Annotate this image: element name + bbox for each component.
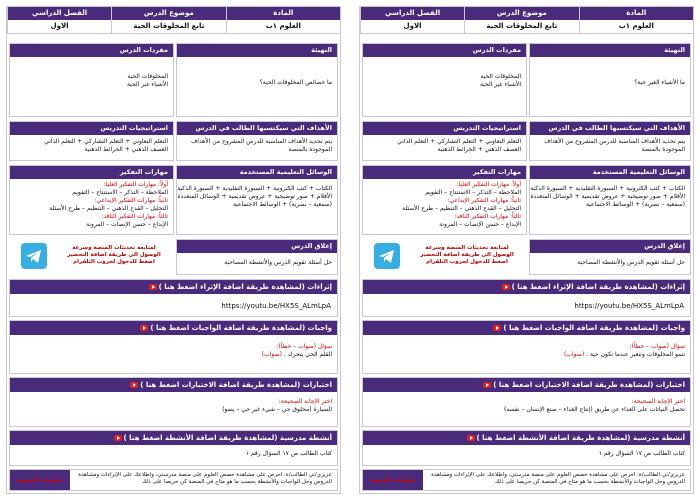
thinking-text: الملاحظة – التذكر – الاستنتاج – التقويم: [425, 189, 521, 196]
term-label: الفصل الدراسي: [360, 7, 464, 20]
hw-answer: (صواب): [564, 351, 585, 358]
enrichment-title[interactable]: إثراءات (لمشاهدة طريقة اضافة الإثراء اضغط هنا ): [10, 280, 337, 294]
test-question: تحصل النباتات على الغذاء عن طريق (إنتاج الغذاء – صنع الإنسان – نفسه): [503, 406, 685, 413]
activity-text: كتاب الطالب ص ١٧ السؤال رقم ١: [245, 450, 332, 457]
resources-line: الكتاب + كتب الكترونية + السبورة التقليدية + السبورة الذكية: [177, 185, 332, 192]
tests-title[interactable]: اختبارات (لمشاهدة طريقة اضافة الاختبارات اضغط هنا ): [10, 378, 337, 392]
closing-text: حل أسئلة تقويم الدرس والأنشطة المصاحبة: [224, 259, 332, 266]
lesson-sheet-left: [6, 6, 341, 494]
activities-title[interactable]: أنشطة مدرسية (لمشاهدة طريقة اضافة الأنشطة اضغط هنا ): [10, 431, 337, 445]
youtube-icon[interactable]: [149, 284, 157, 290]
resources-box: [529, 165, 691, 235]
vocab-title: مفردات الدرس: [10, 44, 173, 57]
subject-value: العلوم ١ب: [579, 20, 693, 33]
test-prompt: اختر الإجابة الصحيحة:: [631, 398, 685, 405]
hw-question: تنمو المخلوقات وتتغير عندما تكون حية .: [586, 351, 685, 358]
youtube-icon[interactable]: [130, 382, 138, 388]
thinking-text: التحليل – القدح الذهني – التنظيم – طرح الأسئلة: [402, 205, 521, 212]
test-prompt: اختر الإجابة الصحيحة:: [278, 398, 332, 405]
telegram-icon[interactable]: [374, 243, 400, 269]
activities-box: [362, 430, 691, 466]
topic-label: موضوع الدرس: [111, 7, 225, 20]
thinking-heading: ثالثاً: مهارات التفكير الناقد:: [101, 213, 168, 220]
strategies-box: [362, 121, 527, 161]
resources-line: (سمعية – بصرية) + الوسائط الاجتماعية: [585, 201, 685, 208]
goals-text: يتم تحديد الأهداف المناسبة للدرس المشروح من الأهداف الموجودة بالمنصة: [191, 138, 332, 153]
goals-title: الأهداف التي سيكتسبها الطالب في الدرس: [177, 122, 337, 135]
header-labels: [360, 7, 693, 20]
term-value: الاول: [7, 20, 111, 33]
telegram-text[interactable]: لمتابعة تحديثات المنصة وسرعة الوصول الى طريقة اضافة التحضير اضغط للدخول لجروب التلقرام: [420, 245, 514, 265]
header-values: [7, 20, 340, 34]
closing-title: إغلاق الدرس: [530, 240, 690, 253]
homework-title[interactable]: واجبات (لمشاهدة طريقة اضافة الواجبات اضغط هنا ): [10, 321, 337, 335]
intro-title: التهيئة: [530, 44, 690, 57]
strategies-title: استراتيجيات التدريس: [363, 122, 526, 135]
resources-title: الوسائل التعليمية المستخدمة: [177, 166, 337, 179]
thinking-title: مهارات التفكير: [363, 166, 526, 179]
thinking-heading: أولاً: مهارات التفكير العليا:: [456, 181, 521, 188]
strategies-text-2: العصف الذهني + الخرائط الذهنية: [84, 146, 168, 153]
resources-line: الكتاب + كتب الكترونية + السبورة التقليدية + السبورة الذكية: [530, 185, 685, 192]
strategies-text: التعلم التعاوني + التعلم التشاركي + التعلم الذاتي: [44, 138, 168, 145]
intro-text: ما الأشياء الغير حية؟: [634, 79, 685, 86]
lesson-sheet-right: [359, 6, 694, 494]
youtube-icon[interactable]: [114, 435, 122, 441]
telegram-box[interactable]: [362, 239, 527, 275]
activities-box: [9, 430, 338, 466]
youtube-icon[interactable]: [483, 382, 491, 388]
strategies-title: استراتيجيات التدريس: [10, 122, 173, 135]
goals-box: [176, 121, 338, 161]
hw-question: القلم الحي يتحرك .: [283, 351, 332, 358]
closing-box: [176, 239, 338, 275]
vocab-box: [9, 43, 174, 117]
enrichment-link[interactable]: https://youtu.be/HX5S_ALmLpA: [574, 302, 684, 310]
intro-box: [529, 43, 691, 117]
hw-question-type: سؤال (صواب – خطأ):: [276, 343, 332, 350]
resources-box: [176, 165, 338, 235]
vocab-item: المخلوقات الحية: [480, 73, 521, 80]
vocab-title: مفردات الدرس: [363, 44, 526, 57]
notes-box: [362, 469, 691, 491]
strategies-text-2: العصف الذهني + الخرائط الذهنية: [437, 146, 521, 153]
youtube-icon[interactable]: [467, 435, 475, 441]
activities-title[interactable]: أنشطة مدرسية (لمشاهدة طريقة اضافة الأنشطة اضغط هنا ): [363, 431, 690, 445]
thinking-text: التحليل – القدح الذهني – التنظيم – طرح الأسئلة: [49, 205, 168, 212]
resources-line: الأقلام + صور توضيحية + عروض تقديمية + الوسائل المتعددة: [530, 193, 685, 200]
thinking-box: [362, 165, 527, 235]
telegram-icon[interactable]: [21, 243, 47, 269]
thinking-text: الملاحظة – التذكر – الاستنتاج – التقويم: [72, 189, 168, 196]
youtube-icon[interactable]: [140, 325, 148, 331]
homework-title[interactable]: واجبات (لمشاهدة طريقة اضافة الواجبات اضغط هنا ): [363, 321, 690, 335]
thinking-box: [9, 165, 174, 235]
term-value: الاول: [360, 20, 464, 33]
goals-title: الأهداف التي سيكتسبها الطالب في الدرس: [530, 122, 690, 135]
subject-label: المادة: [579, 7, 693, 20]
resources-title: الوسائل التعليمية المستخدمة: [530, 166, 690, 179]
youtube-icon[interactable]: [493, 325, 501, 331]
intro-box: [176, 43, 338, 117]
resources-line: (سمعية – بصرية) + الوسائط الاجتماعية: [232, 201, 332, 208]
activity-text: كتاب الطالب ص ١٧ السؤال رقم ١: [598, 450, 685, 457]
subject-label: المادة: [226, 7, 340, 20]
topic-label: موضوع الدرس: [464, 7, 578, 20]
strategies-box: [9, 121, 174, 161]
thinking-heading: أولاً: مهارات التفكير العليا:: [103, 181, 168, 188]
tests-box: [362, 377, 691, 427]
telegram-text[interactable]: لمتابعة تحديثات المنصة وسرعة الوصول الى طريقة اضافة التحضير اضغط للدخول لجروب التلقرام: [67, 245, 161, 265]
closing-box: [529, 239, 691, 275]
notes-title: تعليمات المنصة: [363, 470, 423, 490]
homework-box: [9, 320, 338, 374]
topic-value: تابع المخلوقات الحية: [464, 20, 578, 33]
thinking-heading: ثانياً: مهارات التفكير الإبداعي:: [94, 197, 168, 204]
closing-title: إغلاق الدرس: [177, 240, 337, 253]
enrichment-box: [9, 279, 338, 317]
test-question: السيارة (مخلوق حي – شيء غير حي – ينمو): [222, 406, 332, 413]
thinking-heading: ثالثاً: مهارات التفكير الناقد:: [454, 213, 521, 220]
tests-box: [9, 377, 338, 427]
notes-title: تعليمات المنصة: [10, 470, 70, 490]
hw-answer: (صواب): [261, 351, 282, 358]
hw-question-type: سؤال (صواب – خطأ):: [629, 343, 685, 350]
closing-text: حل أسئلة تقويم الدرس والأنشطة المصاحبة: [577, 259, 685, 266]
goals-box: [529, 121, 691, 161]
vocab-item: المخلوقات الحية: [127, 73, 168, 80]
thinking-title: مهارات التفكير: [10, 166, 173, 179]
header-labels: [7, 7, 340, 20]
enrichment-box: [362, 279, 691, 317]
header-values: [360, 20, 693, 34]
notes-box: [9, 469, 338, 491]
notes-text: عزيزي/تي الطالب/ة: احرص على مشاهدة حصص العلوم على منصة مدرستي، واطلاعك على الإثراءات ومشاهدة الدروس وحل الواجبات والأنشطة بحسب ما هو متاح في المنصة كن حريصا على ذلك: [431, 472, 685, 485]
thinking-text: الإبداع – حسن الإنصات – المرونة: [439, 221, 521, 228]
intro-text: ما خصائص المخلوقات الحية؟: [259, 79, 332, 86]
resources-line: الأقلام + صور توضيحية + عروض تقديمية + الوسائل المتعددة: [177, 193, 332, 200]
subject-value: العلوم ١ب: [226, 20, 340, 33]
tests-title[interactable]: اختبارات (لمشاهدة طريقة اضافة الاختبارات اضغط هنا ): [363, 378, 690, 392]
youtube-icon[interactable]: [502, 284, 510, 290]
homework-box: [362, 320, 691, 374]
enrichment-title[interactable]: إثراءات (لمشاهدة طريقة اضافة الإثراء اضغط هنا ): [363, 280, 690, 294]
intro-title: التهيئة: [177, 44, 337, 57]
notes-text: عزيزي/تي الطالب/ة: احرص على مشاهدة حصص العلوم على منصة مدرستي، واطلاعك على الإثراءات ومشاهدة الدروس وحل الواجبات والأنشطة بحسب ما هو متاح في المنصة كن حريصا على ذلك: [78, 472, 332, 485]
telegram-box[interactable]: [9, 239, 174, 275]
vocab-item: الأشياء غير الحية: [126, 81, 168, 88]
vocab-box: [362, 43, 527, 117]
enrichment-link[interactable]: https://youtu.be/HX5S_ALmLpA: [221, 302, 331, 310]
thinking-heading: ثانياً: مهارات التفكير الإبداعي:: [447, 197, 521, 204]
term-label: الفصل الدراسي: [7, 7, 111, 20]
goals-text: يتم تحديد الأهداف المناسبة للدرس المشروح من الأهداف الموجودة بالمنصة: [544, 138, 685, 153]
strategies-text: التعلم التعاوني + التعلم التشاركي + التعلم الذاتي: [397, 138, 521, 145]
topic-value: تابع المخلوقات الحية: [111, 20, 225, 33]
vocab-item: الأشياء غير الحية: [479, 81, 521, 88]
thinking-text: الإبداع – حسن الإنصات – المرونة: [86, 221, 168, 228]
